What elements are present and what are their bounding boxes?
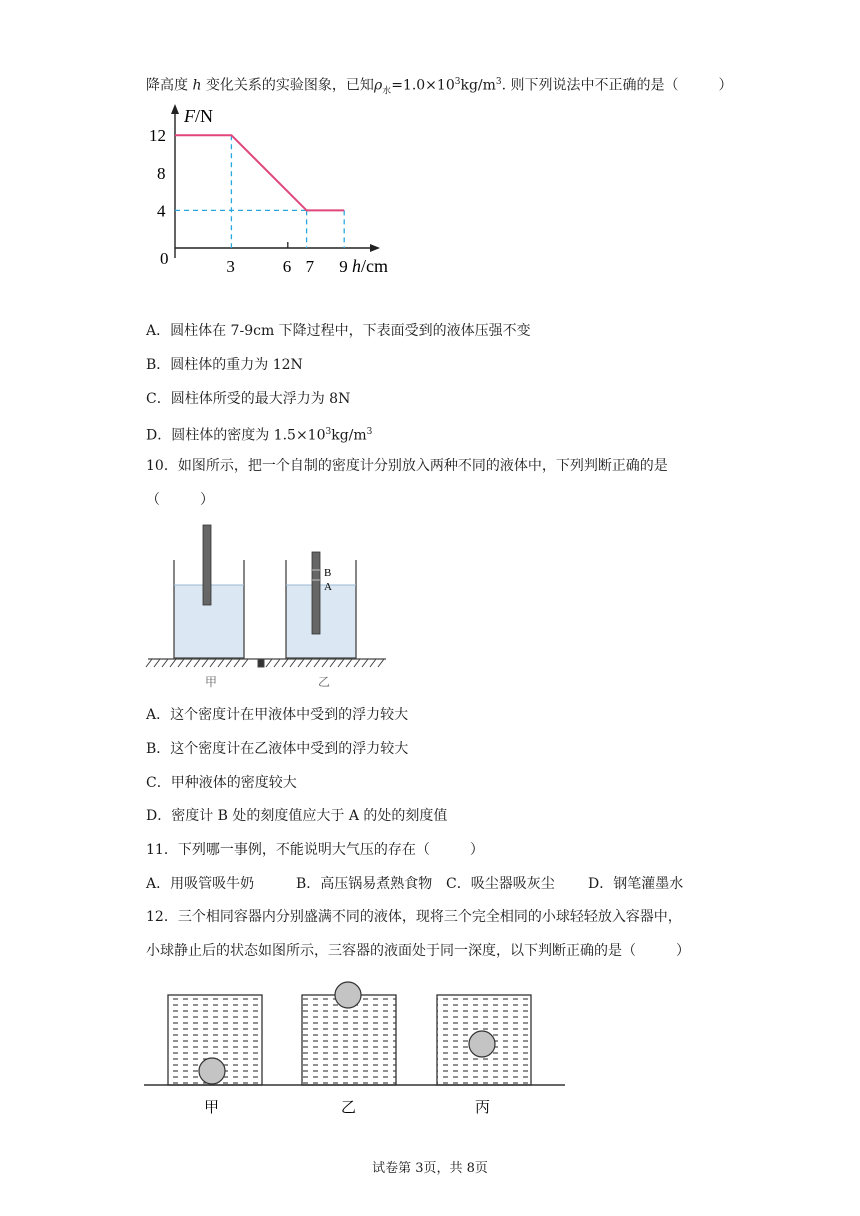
q9-option-d-unit: kg/m	[331, 427, 367, 444]
hatch-stroke	[234, 659, 240, 667]
q9-option-c[interactable]: C．圆柱体所受的最大浮力为 8N	[146, 391, 351, 407]
hatch-stroke	[226, 659, 232, 667]
q10-paren-open: （	[146, 492, 160, 508]
rho-symbol: ρ	[373, 77, 383, 94]
page-footer: 试卷第 3页，共 8页	[372, 1161, 488, 1176]
q10-paren-close: ）	[200, 492, 214, 508]
x-tick-label-9: 9	[339, 257, 348, 276]
hatch-stroke	[306, 659, 312, 667]
q9-option-d-unit-exp: 3	[366, 427, 373, 437]
beaker-yi-liquid	[286, 585, 356, 658]
label-yi-12: 乙	[341, 1098, 357, 1116]
hydrometer-yi	[312, 552, 320, 634]
ball-bing	[469, 1031, 495, 1057]
x-axis-label: h/cm	[352, 256, 388, 276]
q12-stem-line2	[146, 941, 690, 961]
hatch-stroke	[282, 659, 288, 667]
q9-stem-suffix: . 则下列说法中不正确的是（	[501, 77, 679, 94]
q10-option-a[interactable]: A．这个密度计在甲液体中受到的浮力较大	[146, 707, 409, 723]
x-tick-label-7: 7	[305, 257, 315, 276]
q11-option-c[interactable]: C．吸尘器吸灰尘	[446, 876, 555, 892]
q9-stem-mid: 变化关系的实验图象，已知	[205, 77, 374, 94]
q11-paren-close: ）	[469, 842, 484, 858]
hatch-stroke	[162, 659, 168, 667]
series-line	[175, 135, 344, 210]
y-axis-label: F/N	[184, 106, 213, 126]
hatch-stroke	[146, 659, 152, 667]
q9-stem-var: h	[192, 77, 202, 94]
rho-unit: kg/m	[460, 77, 496, 94]
force-height-chart	[140, 100, 400, 280]
hatch-stroke	[354, 659, 360, 667]
hatch-stroke	[322, 659, 328, 667]
q11-stem-text: 11．下列哪一事例，不能说明大气压的存在（	[146, 842, 430, 858]
mark-b-label: B	[324, 567, 332, 579]
q10-option-b[interactable]: B．这个密度计在乙液体中受到的浮力较大	[146, 741, 409, 757]
x-axis-arrow	[370, 244, 380, 252]
q9-paren-close: ）	[718, 77, 733, 94]
q9-stem-prefix: 降高度	[146, 77, 188, 94]
q10-option-c[interactable]: C．甲种液体的密度较大	[146, 775, 297, 791]
label-yi: 乙	[318, 675, 331, 689]
label-bing-12: 丙	[475, 1098, 491, 1116]
y-axis-arrow	[171, 104, 179, 114]
q12-stem-line1: 12．三个相同容器内分别盛满不同的液体，现将三个完全相同的小球轻轻放入容器中，	[146, 909, 682, 925]
hatch-stroke	[362, 659, 368, 667]
q11-stem	[146, 840, 484, 860]
hatch-stroke	[266, 659, 272, 667]
x-tick-label-6: 6	[282, 257, 292, 276]
rho-unit-exp: 3	[495, 77, 502, 87]
q12-stem-line2-text: 小球静止后的状态如图所示，三容器的液面处于同一深度，以下判断正确的是（	[146, 943, 636, 959]
q11-option-b[interactable]: B．高压锅易煮熟食物	[296, 876, 433, 892]
q12-paren-close: ）	[676, 943, 690, 959]
hatch-stroke	[154, 659, 160, 667]
containers-figure	[142, 978, 572, 1118]
hatch-stroke	[290, 659, 296, 667]
hatch-stroke	[202, 659, 208, 667]
q10-option-d[interactable]: D．密度计 B 处的刻度值应大于 A 的处的刻度值	[146, 808, 448, 824]
x-tick-label-3: 3	[226, 257, 235, 276]
label-jia-12: 甲	[204, 1098, 220, 1116]
hatch-stroke	[170, 659, 176, 667]
hatch-stroke	[330, 659, 336, 667]
hydrometer-jia	[203, 525, 211, 605]
hatch-stroke	[378, 659, 384, 667]
hydrometer-figure	[146, 520, 396, 690]
q9-option-d-text: D．圆柱体的密度为 1.5×10	[146, 427, 326, 444]
table-hatching	[146, 659, 384, 667]
table-joint	[258, 659, 264, 667]
ball-yi	[335, 982, 361, 1008]
q11-option-a[interactable]: A．用吸管吸牛奶	[146, 876, 255, 892]
hatch-stroke	[218, 659, 224, 667]
q10-stem: 10．如图所示，把一个自制的密度计分别放入两种不同的液体中，下列判断正确的是	[146, 458, 668, 474]
hatch-stroke	[370, 659, 376, 667]
label-jia: 甲	[205, 675, 218, 689]
origin-label: 0	[160, 249, 169, 268]
ball-jia	[199, 1058, 225, 1084]
q11-options	[146, 874, 683, 894]
hatch-stroke	[298, 659, 304, 667]
y-tick-label-12: 12	[149, 126, 166, 146]
hatch-stroke	[338, 659, 344, 667]
y-tick-label-4: 4	[157, 201, 166, 221]
q9-option-d[interactable]	[146, 422, 372, 446]
q9-option-a[interactable]: A．圆柱体在 7-9cm 下降过程中，下表面受到的液体压强不变	[146, 323, 531, 339]
q9-option-d-exp: 3	[325, 427, 332, 437]
q10-paren	[146, 490, 214, 510]
rho-exp: 3	[454, 77, 461, 87]
hatch-stroke	[314, 659, 320, 667]
hatch-stroke	[186, 659, 192, 667]
q11-option-d[interactable]: D．钢笔灌墨水	[588, 876, 684, 892]
hatch-stroke	[346, 659, 352, 667]
hatch-stroke	[178, 659, 184, 667]
hatch-stroke	[274, 659, 280, 667]
y-tick-label-8: 8	[157, 163, 166, 183]
q9-stem	[146, 72, 733, 101]
hatch-stroke	[210, 659, 216, 667]
rho-value: =1.0×10	[391, 77, 455, 94]
q9-option-b[interactable]: B．圆柱体的重力为 12N	[146, 357, 303, 373]
hatch-stroke	[194, 659, 200, 667]
hatch-stroke	[242, 659, 248, 667]
rho-sub: 水	[382, 86, 392, 97]
mark-a-label: A	[324, 581, 332, 593]
